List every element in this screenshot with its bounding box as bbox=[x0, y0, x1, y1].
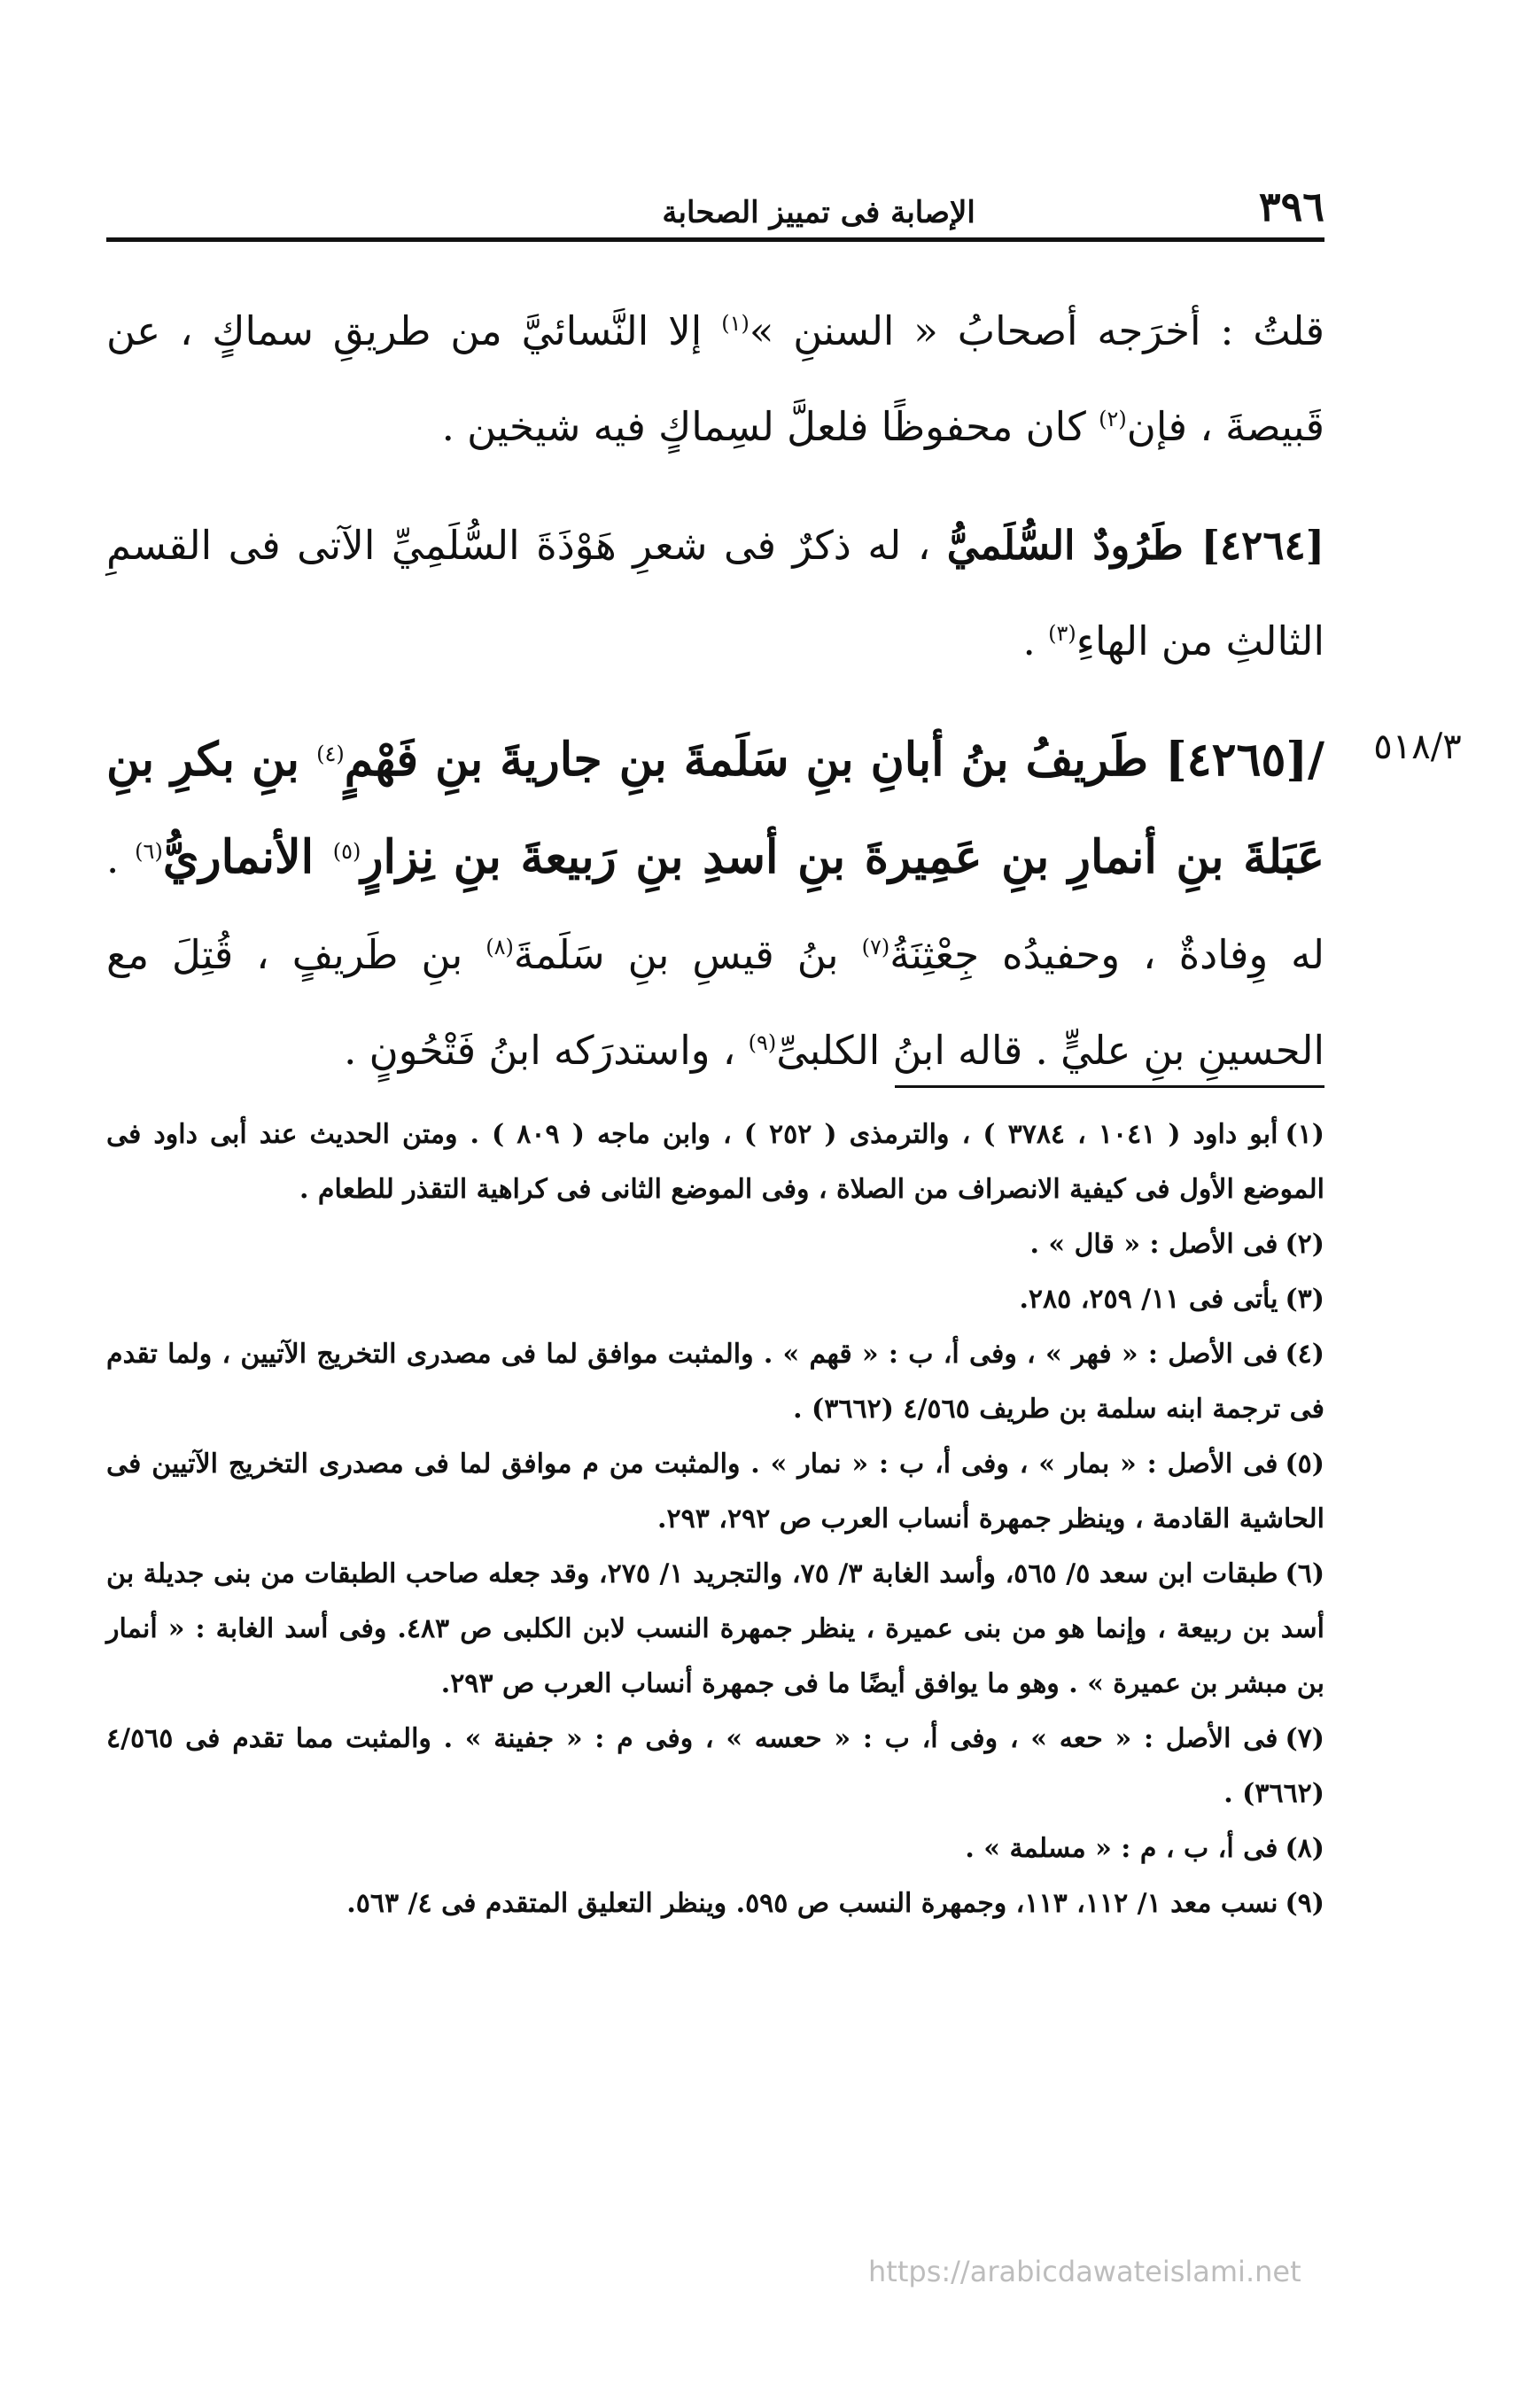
footnote-6 bbox=[106, 1547, 1324, 1712]
entry-name-4265-c: الأنماريُّ bbox=[162, 830, 333, 884]
entry-text-4265-c: بنِ طَريفٍ ، قُتِلَ مع الحسينِ بنِ عليٍّ . قاله ابنُ الكلبىِّ bbox=[106, 931, 1324, 1074]
footnote-text: طبقات ابن سعد ٥/ ٥٦٥، وأسد الغابة ٣/ ٧٥، والتجريد ١/ ٢٧٥، وقد جعله صاحب الطبقات من بنى جديلة بن أسد بن ربيعة ، وإنما هو من بنى عميرة ، ينظر جمهرة النسب لابن الكلبى ص ٤٨٣. وفى أسد الغابة : « أنمار بن مبشر بن عميرة » . وهو ما يوافق أيضًا ما فى جمهرة أنساب العرب ص ٢٩٣. bbox=[106, 1558, 1324, 1699]
margin-reference: ٥١٨/٣ bbox=[1373, 726, 1462, 767]
entry-name-4265-b: بنِ بكرِ بنِ عَبَلةَ بنِ أنمارِ بنِ عَمِيرةَ بنِ أسدِ بنِ رَبيعةَ بنِ نِزارٍ bbox=[106, 733, 1325, 884]
entry-4265 bbox=[106, 712, 1324, 1099]
paragraph-1 bbox=[106, 284, 1324, 475]
footnotes bbox=[106, 1107, 1324, 1931]
header-rule bbox=[106, 237, 1324, 242]
entry-name-4265-a: طَريفُ بنُ أبانِ بنِ سَلَمةَ بنِ جاريةَ بنِ فَهْمٍ bbox=[344, 733, 1166, 787]
footnote-number: (١) bbox=[1285, 1119, 1324, 1150]
footnote-number: (٩) bbox=[1285, 1888, 1324, 1919]
footnote-ref-1: (١) bbox=[721, 311, 750, 336]
footnote-text: فى الأصل : « فهر » ، وفى أ، ب : « قهم » . والمثبت موافق لما فى مصدرى التخريج الآتيين ، ولما تقدم فى ترجمة ابنه سلمة بن طريف ٤/٥٦٥ (٣٦٦٢) . bbox=[106, 1339, 1324, 1425]
footnote-number: (٦) bbox=[1285, 1558, 1325, 1589]
footnote-8 bbox=[106, 1822, 1324, 1876]
footnote-number: (٥) bbox=[1285, 1449, 1324, 1480]
footnote-1 bbox=[106, 1107, 1324, 1217]
footnote-3 bbox=[106, 1272, 1324, 1327]
footnote-text: فى الأصل : « بمار » ، وفى أ، ب : « نمار » . والمثبت من م موافق لما فى مصدرى التخريج الآتيين فى الحاشية القادمة ، وينظر جمهرة أنساب العرب ص ٢٩٢، ٢٩٣. bbox=[106, 1449, 1324, 1534]
footnote-text: فى الأصل : « قال » . bbox=[1029, 1229, 1278, 1260]
footnote-ref-7: (٧) bbox=[861, 935, 890, 959]
footnote-9 bbox=[106, 1876, 1324, 1931]
footnote-text: يأتى فى ١١/ ٢٥٩، ٢٨٥. bbox=[1019, 1284, 1278, 1315]
p1-text-c: كان محفوظًا فلعلَّ لسِماكٍ فيه شيخين . bbox=[441, 403, 1099, 450]
footnote-text: نسب معد ١/ ١١٢، ١١٣، وجمهرة النسب ص ٥٩٥. وينظر التعليق المتقدم فى ٤/ ٥٦٣. bbox=[346, 1888, 1278, 1919]
footnote-number: (٣) bbox=[1285, 1284, 1324, 1315]
footnote-text: فى الأصل : « حعه » ، وفى أ، ب : « حعسه » ، وفى م : « جفينة » . والمثبت مما تقدم فى ٤/٥٦٥ (٣٦٦٢) . bbox=[106, 1723, 1324, 1809]
entry-text-4264: ، له ذكرٌ فى شعرِ هَوْذَةَ السُّلَمِيِّ الآتى فى القسمِ الثالثِ من الهاءِ bbox=[106, 522, 1324, 664]
footnote-text: أبو داود ( ١٠٤١ ، ٣٧٨٤ ) ، والترمذى ( ٢٥٢ ) ، وابن ماجه ( ٨٠٩ ) . ومتن الحديث عند أبى داود فى الموضع الأول فى كيفية الانصراف من الصلاة ، وفى الموضع الثانى فى كراهية التقذر للطعام . bbox=[106, 1119, 1324, 1205]
entry-4264 bbox=[106, 498, 1324, 689]
footnote-ref-2: (٢) bbox=[1099, 407, 1127, 431]
running-title: الإصابة فى تمييز الصحابة bbox=[662, 195, 975, 230]
footnote-separator bbox=[895, 1085, 1324, 1088]
entry-text-4265-a: . له وِفادةٌ ، وحفيدُه جِعْثِنَةُ bbox=[106, 835, 1324, 978]
footnote-number: (٢) bbox=[1285, 1229, 1324, 1260]
p1-text-b: إلا النَّسائيَّ من طريقِ سماكٍ ، عن قَبيصةَ ، فإن bbox=[106, 307, 1324, 450]
footnote-2 bbox=[106, 1217, 1324, 1272]
page-number: ٣٩٦ bbox=[1258, 183, 1324, 230]
footnote-ref-9: (٩) bbox=[748, 1030, 777, 1055]
footnote-ref-5: (٥) bbox=[332, 839, 361, 864]
entry-end-4264: . bbox=[1022, 618, 1049, 664]
footnote-number: (٧) bbox=[1285, 1723, 1324, 1754]
watermark-url: https://arabicdawateislami.net bbox=[868, 2255, 1301, 2288]
footnote-text: فى أ، ب ، م : « مسلمة » . bbox=[965, 1833, 1278, 1864]
entry-name-4264: طَرُودٌ السُّلَميُّ bbox=[946, 522, 1201, 569]
p1-text-a: قلتُ : أخرَجه أصحابُ « السننِ » bbox=[749, 307, 1325, 354]
footnote-4 bbox=[106, 1327, 1324, 1437]
footnote-ref-3: (٣) bbox=[1048, 621, 1076, 646]
page-header bbox=[106, 159, 1324, 230]
footnote-7 bbox=[106, 1712, 1324, 1822]
entry-text-4265-b: بنُ قيسِ بنِ سَلَمةَ bbox=[513, 931, 862, 978]
entry-text-4265-d: ، واستدرَكه ابنُ فَتْحُونٍ . bbox=[344, 1027, 749, 1074]
footnote-ref-6: (٦) bbox=[135, 839, 163, 864]
entry-number-4265: /[٤٢٦٥] bbox=[1165, 733, 1324, 787]
footnote-ref-4: (٤) bbox=[316, 742, 345, 766]
footnote-ref-8: (٨) bbox=[485, 935, 514, 959]
main-text bbox=[106, 284, 1324, 1122]
footnote-number: (٨) bbox=[1285, 1833, 1324, 1864]
footnote-number: (٤) bbox=[1285, 1339, 1324, 1370]
entry-number-4264: [٤٢٦٤] bbox=[1200, 522, 1324, 569]
footnote-5 bbox=[106, 1437, 1324, 1547]
